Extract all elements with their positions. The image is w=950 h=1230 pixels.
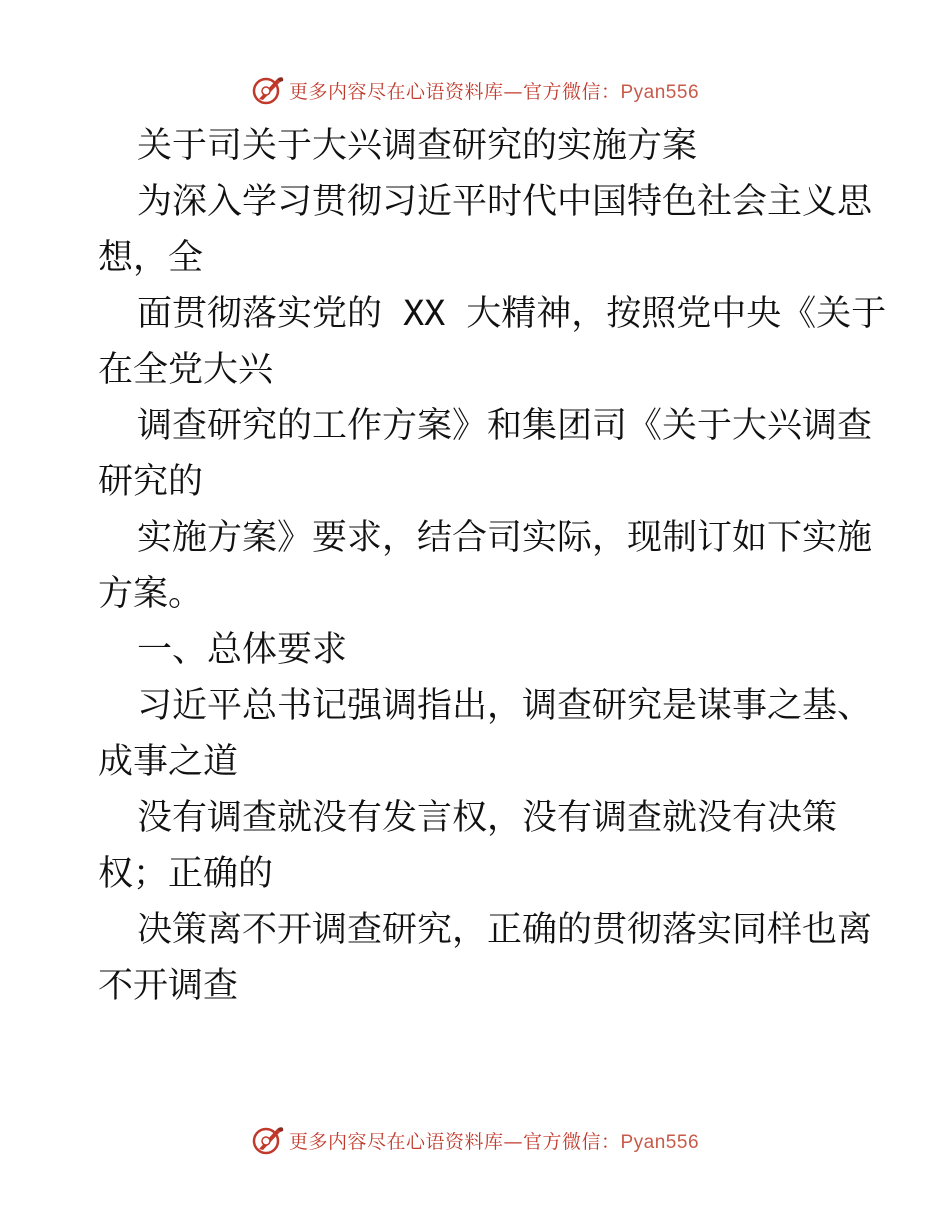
paragraph-line: 面贯彻落实党的 XX 大精神，按照党中央《关于 bbox=[137, 294, 887, 334]
quill-pen-logo-icon bbox=[251, 1123, 285, 1157]
footer-banner-wechat-id: Pyan556 bbox=[620, 1131, 700, 1153]
paragraph-line: 想，全 bbox=[98, 238, 204, 278]
header-banner-text bbox=[289, 77, 699, 104]
header-banner bbox=[0, 70, 950, 110]
paragraph-line: 实施方案》要求，结合司实际，现制订如下实施 bbox=[137, 518, 873, 558]
header-banner-inner bbox=[251, 73, 699, 107]
paragraph-line: 方案。 bbox=[98, 574, 204, 614]
document-body bbox=[98, 118, 887, 1014]
paragraph-line: 权；正确的 bbox=[98, 854, 274, 894]
paragraph-line: 成事之道 bbox=[98, 742, 239, 782]
paragraph-line: 在全党大兴 bbox=[98, 350, 274, 390]
footer-banner-dash: — bbox=[503, 1130, 523, 1153]
footer-banner-text bbox=[289, 1127, 699, 1154]
footer-banner-wechat-label: 官方微信： bbox=[522, 1130, 621, 1153]
paragraph-line: 为深入学习贯彻习近平时代中国特色社会主义思 bbox=[137, 182, 873, 222]
footer-banner-inner bbox=[251, 1123, 699, 1157]
paragraph-line: 调查研究的工作方案》和集团司《关于大兴调查 bbox=[137, 406, 873, 446]
paragraph-line: 研究的 bbox=[98, 462, 204, 502]
header-banner-dash: — bbox=[503, 80, 523, 103]
footer-banner-title: 更多内容尽在心语资料库 bbox=[288, 1130, 504, 1153]
document-title: 关于司关于大兴调查研究的实施方案 bbox=[137, 126, 698, 166]
section-heading: 一、总体要求 bbox=[137, 630, 348, 670]
header-banner-wechat-label: 官方微信： bbox=[522, 80, 621, 103]
footer-banner bbox=[0, 1120, 950, 1160]
paragraph-line: 决策离不开调查研究，正确的贯彻落实同样也离 bbox=[137, 910, 873, 950]
paragraph-line: 不开调查 bbox=[98, 966, 239, 1006]
header-banner-title: 更多内容尽在心语资料库 bbox=[288, 80, 504, 103]
paragraph-line: 没有调查就没有发言权，没有调查就没有决策 bbox=[137, 798, 838, 838]
paragraph-line: 习近平总书记强调指出，调查研究是谋事之基、 bbox=[137, 686, 873, 726]
quill-pen-logo-icon bbox=[251, 73, 285, 107]
header-banner-wechat-id: Pyan556 bbox=[620, 81, 700, 103]
